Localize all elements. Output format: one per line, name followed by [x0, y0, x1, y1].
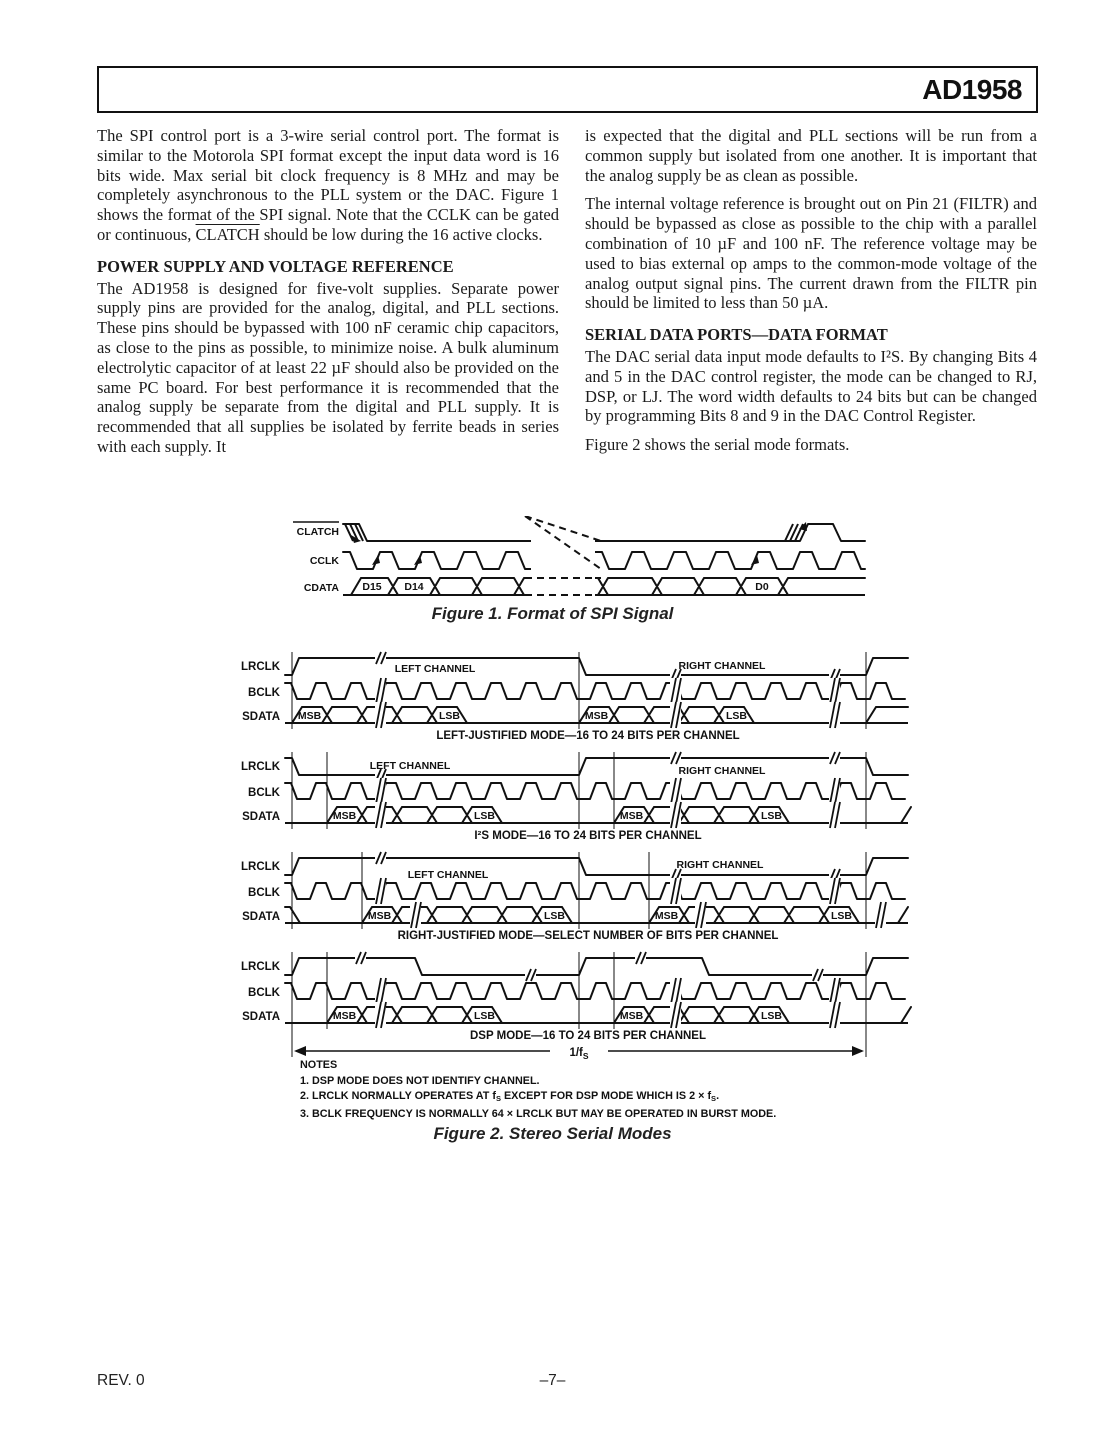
- footer-revision: REV. 0: [97, 1372, 145, 1389]
- bus-cell-label-d0: D0: [755, 581, 769, 593]
- bus-cell-label: LSB: [831, 910, 852, 922]
- channel-label-right: RIGHT CHANNEL: [678, 765, 766, 777]
- notes-title: NOTES: [300, 1059, 338, 1071]
- bus-cell-label: MSB: [619, 1010, 644, 1022]
- bus-cell-label: LSB: [544, 910, 565, 922]
- figure2: [230, 645, 915, 1070]
- bus-cell-label: LSB: [761, 1010, 782, 1022]
- bus-wave: [649, 907, 859, 923]
- footer-page-number: –7–: [539, 1372, 566, 1389]
- bus-cell-label-d15: D15: [362, 581, 382, 593]
- right-column: [585, 126, 1037, 464]
- signal-label-lrclk: LRCLK: [241, 861, 280, 873]
- signal-label-clatch: CLATCH: [296, 526, 339, 538]
- note-sub: S: [495, 1094, 501, 1103]
- channel-label-right: RIGHT CHANNEL: [676, 859, 764, 871]
- signal-label-bclk: BCLK: [248, 887, 280, 899]
- signal-label-lrclk: LRCLK: [241, 661, 280, 673]
- channel-label-right: RIGHT CHANNEL: [678, 660, 766, 672]
- paragraph: is expected that the digital and PLL sections will be run from a common supply but isolated from one another. It is important that the analog supply be as clean as possible.: [585, 126, 1037, 185]
- note-text: .: [716, 1090, 720, 1102]
- bus-cell-label: MSB: [332, 1010, 357, 1022]
- fs-arrow-head-left: [294, 1046, 306, 1056]
- figure2-diagram: [230, 645, 915, 1065]
- channel-label-left: LEFT CHANNEL: [407, 869, 489, 881]
- signal-label-sdata: SDATA: [242, 811, 280, 823]
- page-title: AD1958: [922, 73, 1022, 105]
- bus-wave: [351, 578, 865, 595]
- paragraph: The DAC serial data input mode defaults to I²S. By changing Bits 4 and 5 in the DAC control register, the mode can be changed to RJ, DSP, or LJ. The word width defaults to 24 bits but can be changed by programming Bits 8 and 9 in the DAC Control Register.: [585, 346, 1037, 426]
- mode-caption-rj: RIGHT-JUSTIFIED MODE—SELECT NUMBER OF BITS PER CHANNEL: [397, 930, 779, 942]
- note-line: 3. BCLK FREQUENCY IS NORMALLY 64 × LRCLK BUT MAY BE OPERATED IN BURST MODE.: [300, 1107, 777, 1120]
- body-text: should be low during the 16 active clocks.: [259, 224, 543, 244]
- bus-cell-label: MSB: [619, 810, 644, 822]
- paragraph: Figure 2 shows the serial mode formats.: [585, 435, 850, 455]
- bus-cell-label: MSB: [654, 910, 679, 922]
- note-text: 2. LRCLK NORMALLY OPERATES AT f: [300, 1090, 496, 1102]
- figure2-notes: [300, 1058, 920, 1122]
- figure2-waveforms: [285, 652, 911, 1057]
- figure1-diagram: [285, 516, 870, 604]
- bus-wave: [901, 807, 911, 823]
- paragraph: The internal voltage reference is brought out on Pin 21 (FILTR) and should be bypassed as close as possible to the chip with a parallel combination of 10 µF and 100 nF. The reference voltage may be used to bias external op amps to the common-mode voltage of the analog output signal pins. The current drawn from the FILTR pin should be limited to less than 50 µA.: [585, 194, 1037, 313]
- channel-label-left: LEFT CHANNEL: [369, 760, 451, 772]
- fs-label-sub: S: [582, 1051, 589, 1061]
- figure2-caption: Figure 2. Stereo Serial Modes: [433, 1124, 672, 1143]
- mode-caption-i2s: I²S MODE—16 TO 24 BITS PER CHANNEL: [474, 830, 702, 842]
- bus-wave: [362, 907, 572, 923]
- bus-cell-label: LSB: [474, 1010, 495, 1022]
- note-line: [300, 1089, 920, 1107]
- bus-cell-label: MSB: [332, 810, 357, 822]
- bus-cell-label: LSB: [761, 810, 782, 822]
- bus-wave: [898, 907, 908, 923]
- bus-cell-label: LSB: [474, 810, 495, 822]
- section-heading: SERIAL DATA PORTS—DATA FORMAT: [585, 325, 888, 345]
- paragraph: [97, 126, 559, 245]
- signal-label-sdata: SDATA: [242, 911, 280, 923]
- section-heading: POWER SUPPLY AND VOLTAGE REFERENCE: [97, 256, 454, 276]
- bus-cell-label-d14: D14: [404, 581, 424, 593]
- bus-wave: [901, 1007, 911, 1023]
- channel-label-left: LEFT CHANNEL: [394, 663, 476, 675]
- mode-caption-dsp: DSP MODE—16 TO 24 BITS PER CHANNEL: [469, 1030, 707, 1042]
- left-column: [97, 126, 559, 466]
- clatch-overline-text: CLATCH: [195, 224, 260, 244]
- signal-label-bclk: BCLK: [248, 787, 280, 799]
- signal-label-sdata: SDATA: [242, 1011, 280, 1023]
- signal-label-bclk: BCLK: [248, 687, 280, 699]
- bus-wave: [866, 707, 908, 723]
- signal-label-cdata: CDATA: [303, 582, 339, 594]
- header-box: [97, 66, 1038, 113]
- note-sub: S: [711, 1094, 717, 1103]
- note-line: 1. DSP MODE DOES NOT IDENTIFY CHANNEL.: [300, 1074, 540, 1087]
- clock-edge-arrow: [751, 555, 759, 565]
- fs-arrow-head-right: [852, 1046, 864, 1056]
- bus-cell-label: LSB: [439, 710, 460, 722]
- figure1: [285, 516, 870, 609]
- body-text: The SPI control port is a 3-wire serial control port. The format is similar to the Motorola SPI format except the input data word is 16 bits wide. Max serial bit clock frequency is 8 MHz and may be completely asynchronous to the PLL system or the DAC. Figure 1 shows the format of the SPI signal. Note that the CCLK can be gated or continuous,: [97, 126, 559, 244]
- bus-cell-label: LSB: [726, 710, 747, 722]
- bus-cell-label: MSB: [584, 710, 609, 722]
- note-text: EXCEPT FOR DSP MODE WHICH IS 2 × f: [500, 1090, 712, 1102]
- figure1-caption: Figure 1. Format of SPI Signal: [431, 604, 674, 623]
- signal-label-cclk: CCLK: [309, 555, 339, 567]
- signal-label-bclk: BCLK: [248, 987, 280, 999]
- signal-label-lrclk: LRCLK: [241, 961, 280, 973]
- signal-label-sdata: SDATA: [242, 711, 280, 723]
- bus-cell-label: MSB: [297, 710, 322, 722]
- signal-label-lrclk: LRCLK: [241, 761, 280, 773]
- fs-label-pre: 1/f: [569, 1047, 583, 1059]
- bus-cell-label: MSB: [367, 910, 392, 922]
- paragraph: The AD1958 is designed for five-volt supplies. Separate power supply pins are provided for the analog, digital, and PLL sections. These pins should be bypassed with 100 nF ceramic chip capacitors, as close to the pins as possible, to minimize noise. A bulk aluminum electrolytic capacitor of at least 22 µF should also be provided on the same PC board. For best performance it is recommended that the analog supply be separate from the digital and PLL supply. It is recommended that all supplies be isolated by ferrite beads in series with each supply. It: [97, 278, 559, 456]
- mode-caption-lj: LEFT-JUSTIFIED MODE—16 TO 24 BITS PER CHANNEL: [436, 730, 740, 742]
